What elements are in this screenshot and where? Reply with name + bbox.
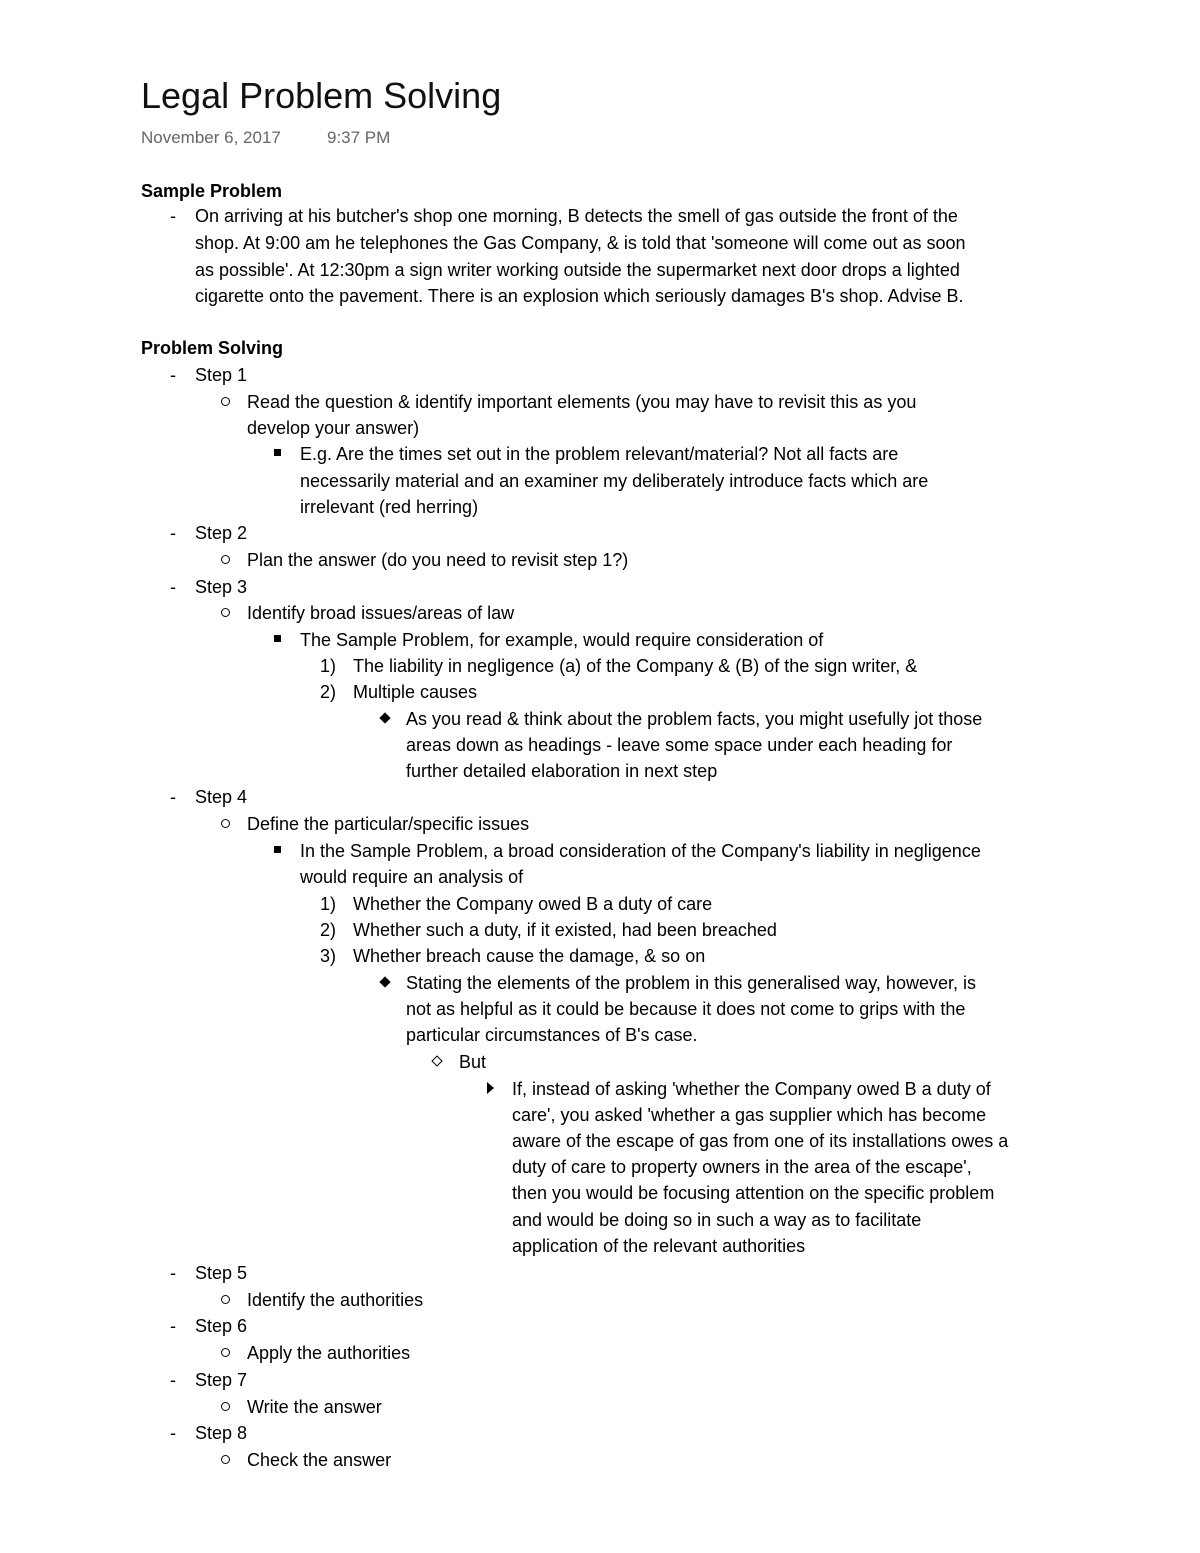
dash-bullet: - <box>170 1423 176 1443</box>
list-number: 1) <box>320 894 337 914</box>
step-1-subitem: irrelevant (red herring) <box>300 497 479 517</box>
step-2-item: Plan the answer (do you need to revisit step 1?) <box>247 550 629 570</box>
step-5-label: Step 5 <box>195 1263 248 1283</box>
dash-bullet: - <box>170 523 176 543</box>
note-date: November 6, 2017 <box>141 128 281 147</box>
step-4-example: then you would be focusing attention on the specific problem <box>512 1183 995 1203</box>
sample-problem-line: cigarette onto the pavement. There is an explosion which seriously damages B's shop. Advise B. <box>195 286 964 306</box>
square-bullet-icon <box>274 846 281 853</box>
square-bullet-icon <box>274 449 281 456</box>
sample-problem-line: On arriving at his butcher's shop one morning, B detects the smell of gas outside the front of the <box>195 206 958 226</box>
step-4-subitem: would require an analysis of <box>300 867 524 887</box>
circle-bullet-icon <box>221 1455 230 1464</box>
note-time: 9:37 PM <box>327 128 391 147</box>
dash-bullet: - <box>170 206 176 226</box>
dash-bullet: - <box>170 787 176 807</box>
step-1-subitem: necessarily material and an examiner my deliberately introduce facts which are <box>300 471 929 491</box>
list-number: 1) <box>320 656 337 676</box>
list-number: 2) <box>320 920 337 940</box>
circle-bullet-icon <box>221 608 230 617</box>
circle-bullet-icon <box>221 397 230 406</box>
circle-bullet-icon <box>221 555 230 564</box>
step-3-numbered-item: The liability in negligence (a) of the Company & (B) of the sign writer, & <box>353 656 918 676</box>
circle-bullet-icon <box>221 819 230 828</box>
step-3-detail: As you read & think about the problem facts, you might usefully jot those <box>406 709 983 729</box>
sample-problem-line: shop. At 9:00 am he telephones the Gas Company, & is told that 'someone will come out as soon <box>195 233 966 253</box>
step-6-item: Apply the authorities <box>247 1343 411 1363</box>
step-4-example: care', you asked 'whether a gas supplier which has become <box>512 1105 987 1125</box>
circle-bullet-icon <box>221 1295 230 1304</box>
step-4-item: Define the particular/specific issues <box>247 814 530 834</box>
dash-bullet: - <box>170 1370 176 1390</box>
step-4-detail: particular circumstances of B's case. <box>406 1025 698 1045</box>
step-3-numbered-item: Multiple causes <box>353 682 478 702</box>
diamond-bullet-icon <box>379 712 390 723</box>
step-4-label: Step 4 <box>195 787 248 807</box>
step-4-subitem: In the Sample Problem, a broad consideration of the Company's liability in negligence <box>300 841 981 861</box>
step-4-example: aware of the escape of gas from one of its installations owes a <box>512 1131 1009 1151</box>
step-1-item: Read the question & identify important elements (you may have to revisit this as you <box>247 392 917 412</box>
step-1-subitem: E.g. Are the times set out in the problem relevant/material? Not all facts are <box>300 444 899 464</box>
triangle-bullet-icon <box>487 1082 494 1094</box>
sample-problem-heading: Sample Problem <box>141 181 283 201</box>
step-4-example: If, instead of asking 'whether the Company owed B a duty of <box>512 1079 991 1099</box>
step-4-detail: Stating the elements of the problem in this generalised way, however, is <box>406 973 976 993</box>
diamond-bullet-icon <box>379 976 390 987</box>
step-3-item: Identify broad issues/areas of law <box>247 603 515 623</box>
dash-bullet: - <box>170 1316 176 1336</box>
circle-bullet-icon <box>221 1348 230 1357</box>
step-3-subitem: The Sample Problem, for example, would require consideration of <box>300 630 824 650</box>
list-number: 3) <box>320 946 337 966</box>
dash-bullet: - <box>170 1263 176 1283</box>
step-2-label: Step 2 <box>195 523 248 543</box>
step-4-example: and would be doing so in such a way as to facilitate <box>512 1210 922 1230</box>
step-4-detail: not as helpful as it could be because it does not come to grips with the <box>406 999 966 1019</box>
step-8-label: Step 8 <box>195 1423 248 1443</box>
step-7-label: Step 7 <box>195 1370 248 1390</box>
page-title: Legal Problem Solving <box>141 75 502 116</box>
sample-problem-line: as possible'. At 12:30pm a sign writer working outside the supermarket next door drops a lighted <box>195 260 960 280</box>
step-3-label: Step 3 <box>195 577 248 597</box>
step-5-item: Identify the authorities <box>247 1290 424 1310</box>
list-number: 2) <box>320 682 337 702</box>
step-4-example: application of the relevant authorities <box>512 1236 806 1256</box>
step-8-item: Check the answer <box>247 1450 392 1470</box>
step-6-label: Step 6 <box>195 1316 248 1336</box>
square-bullet-icon <box>274 635 281 642</box>
dash-bullet: - <box>170 577 176 597</box>
step-4-numbered-item: Whether breach cause the damage, & so on <box>353 946 706 966</box>
step-4-example: duty of care to property owners in the area of the escape', <box>512 1157 972 1177</box>
step-4-numbered-item: Whether such a duty, if it existed, had been breached <box>353 920 777 940</box>
hollow-diamond-bullet-icon <box>431 1055 442 1066</box>
problem-solving-heading: Problem Solving <box>141 338 284 358</box>
step-4-but: But <box>459 1052 487 1072</box>
step-1-label: Step 1 <box>195 365 248 385</box>
step-3-detail: areas down as headings - leave some space under each heading for <box>406 735 953 755</box>
dash-bullet: - <box>170 365 176 385</box>
circle-bullet-icon <box>221 1402 230 1411</box>
step-4-numbered-item: Whether the Company owed B a duty of care <box>353 894 713 914</box>
step-3-detail: further detailed elaboration in next step <box>406 761 718 781</box>
step-7-item: Write the answer <box>247 1397 382 1417</box>
step-1-item: develop your answer) <box>247 418 420 438</box>
